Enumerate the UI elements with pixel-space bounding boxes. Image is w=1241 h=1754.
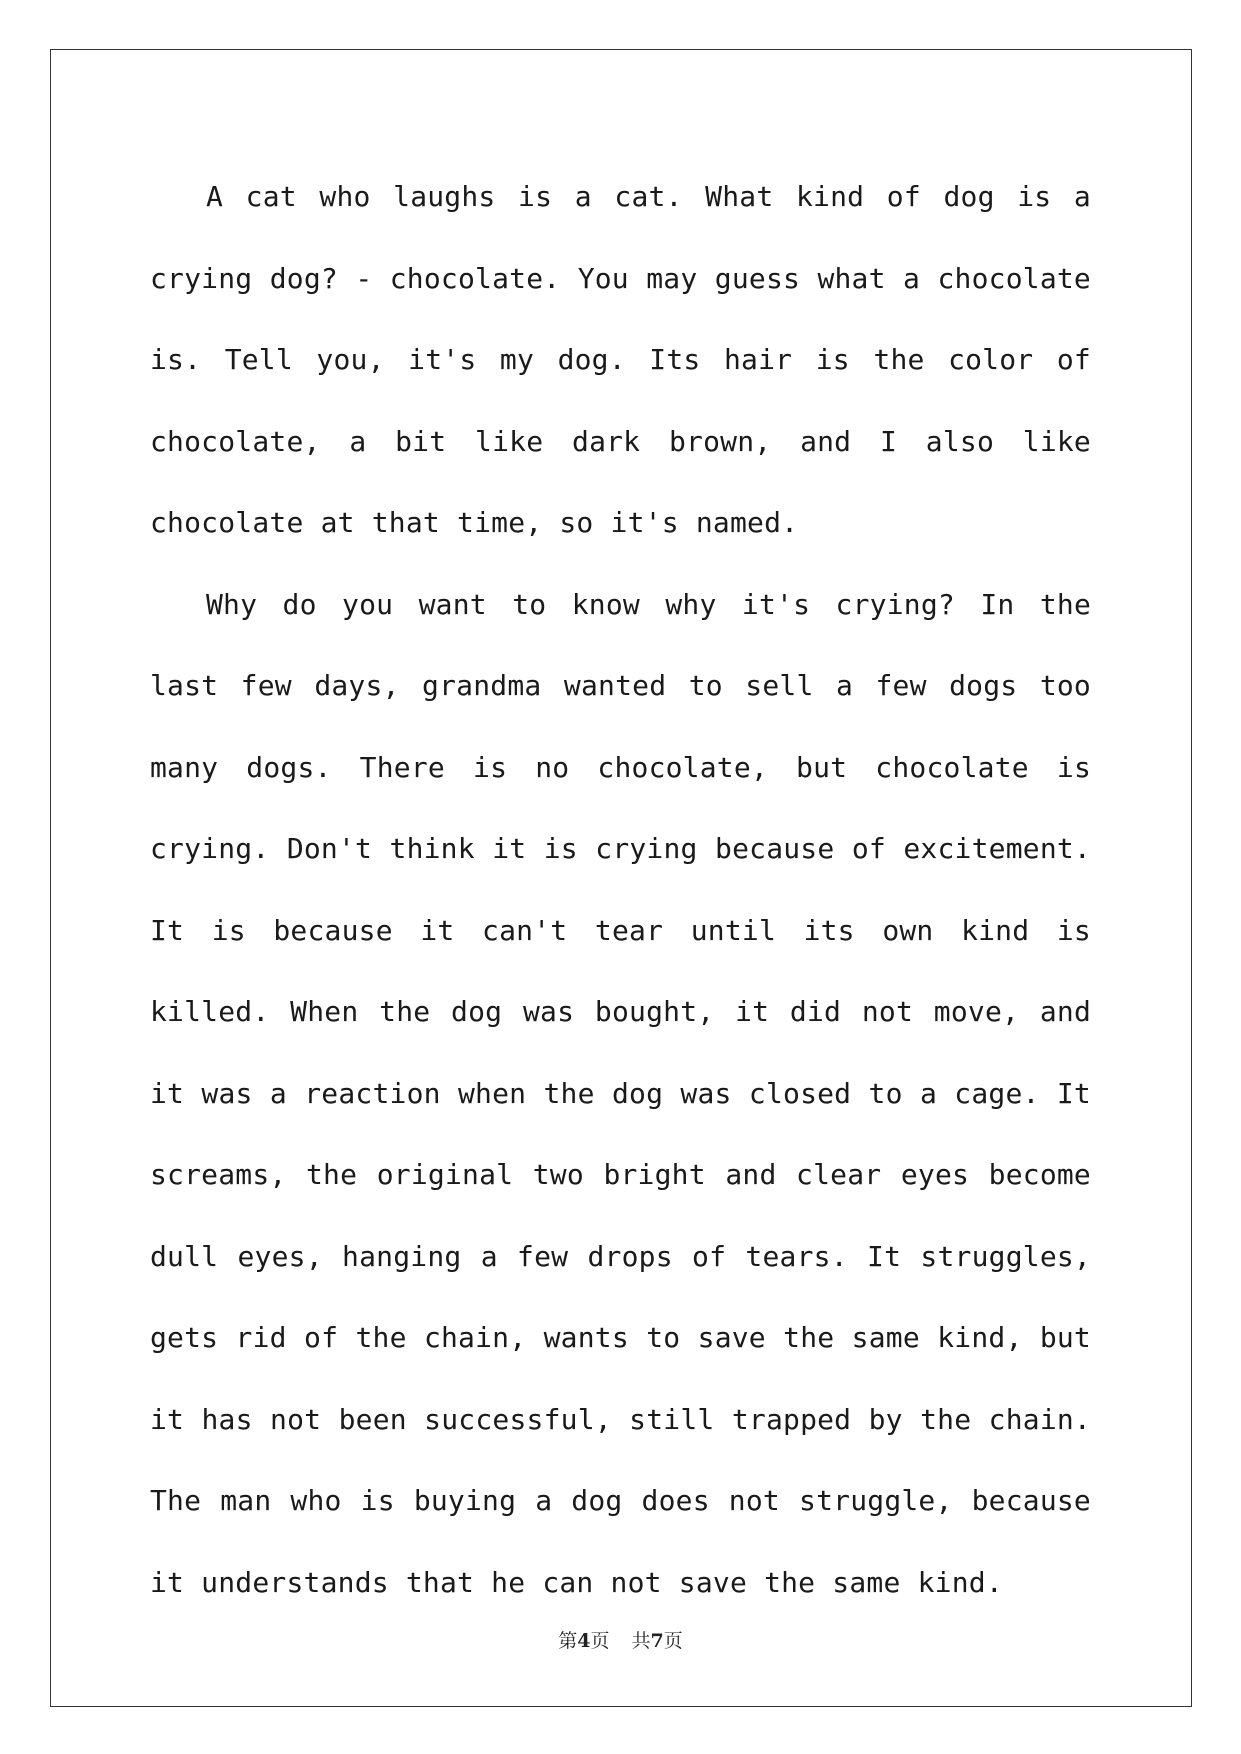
paragraph-2: Why do you want to know why it's crying? In the last few days, grandma wanted to sell a few dogs too many dogs. There is no chocolate, but chocolate is crying. Don't think it is crying because of excitement. It is because it can't tear until its own kind is killed. When the dog was bought, it did not move, and it was a reaction when the dog was closed to a cage. It screams, the original two bright and clear eyes become dull eyes, hanging a few drops of tears. It struggles, gets rid of the chain, wants to save the same kind, but it has not been successful, still trapped by the chain. The man who is buying a dog does not struggle, because it understands that he can not save the same kind. [150,587,1091,1599]
total-pages: 7 [650,1630,664,1652]
page-footer [0,1629,1241,1653]
total-suffix: 页 [663,1630,683,1652]
paragraph-1: A cat who laughs is a cat. What kind of dog is a crying dog? - chocolate. You may guess what a chocolate is. Tell you, it's my dog. Its hair is the color of chocolate, a bit like dark brown, and I also like chocolate at that time, so it's named. [150,180,1091,539]
page-prefix: 第 [558,1630,578,1652]
page-suffix: 页 [590,1630,610,1652]
document-body [150,156,1091,1623]
page-number: 4 [577,1630,591,1652]
total-prefix: 共 [631,1630,651,1652]
